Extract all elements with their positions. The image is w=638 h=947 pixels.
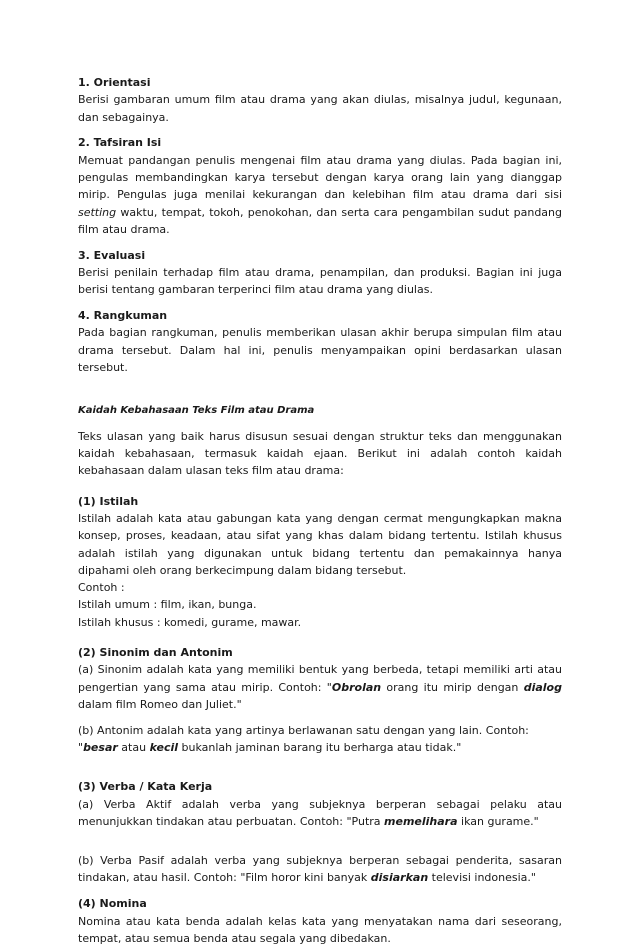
antonim-text-post: bukanlah jaminan barang itu berharga atau tidak." [178, 741, 462, 754]
verba-heading: (3) Verba / Kata Kerja [78, 780, 213, 794]
verba-pasif-text-2: televisi indonesia." [428, 871, 536, 885]
tafsiran-text-1: Memuat pandangan penulis mengenai film atau drama yang diulas. Pada bagian ini, pengulas membandingkan karya tersebut dengan karya orang lain yang dianggap mirip. Pengulas juga menilai kekurangan dan kelebihan film atau drama dari sisi [78, 153, 562, 202]
antonim-word-besar: besar [83, 741, 118, 754]
istilah-contoh: Contoh : [78, 581, 125, 595]
verba-pasif-text-1: (b) Verba Pasif adalah verba yang subjeknya berperan sebagai penderita, sasaran tindakan, atau hasil. Contoh: "Film horor kini banyak [78, 854, 562, 885]
istilah-heading: (1) Istilah [78, 494, 139, 508]
document-page [78, 74, 562, 947]
verba-word-memelihara: memelihara [384, 814, 458, 828]
section-heading-tafsiran-isi: 2. Tafsiran Isi [78, 136, 162, 150]
verba-word-disiarkan: disiarkan [370, 871, 429, 885]
sinonim-text-1: (a) Sinonim adalah kata yang memiliki bentuk yang berbeda, tetapi memiliki arti atau pengertian yang sama atau mirip. Contoh: " [78, 663, 562, 694]
verba-pasif [78, 852, 562, 887]
nomina-body: Nomina atau kata benda adalah kelas kata yang menyatakan nama dari seseorang, tempat, atau semua benda atau segala yang dibedakan. [78, 914, 562, 945]
sinonim-word-obrolan: Obrolan [331, 680, 382, 694]
section-heading-rangkuman: 4. Rangkuman [78, 309, 168, 323]
verba-aktif [78, 796, 562, 831]
antonim-line-2 [78, 739, 562, 756]
verba-aktif-text-1: (a) Verba Aktif adalah verba yang subjeknya berperan sebagai pelaku atau menunjukkan tindakan atau perbuatan. Contoh: "Putra [78, 797, 562, 828]
kaidah-intro: Teks ulasan yang baik harus disusun sesuai dengan struktur teks dan menggunakan kaidah kebahasaan, termasuk kaidah ejaan. Berikut ini adalah contoh kaidah kebahasaan dalam ulasan teks film atau drama: [78, 429, 562, 478]
antonim-quote: " [78, 741, 84, 754]
section-heading-orientasi: 1. Orientasi [78, 76, 151, 89]
istilah-khusus: Istilah khusus : komedi, gurame, mawar. [78, 615, 302, 629]
tafsiran-italic-word: setting [78, 205, 117, 219]
section-body-evaluasi: Berisi penilain terhadap film atau drama, penampilan, dan produksi. Bagian ini juga berisi tentang gambaran terperinci film atau drama yang diulas. [78, 265, 562, 297]
section-body-orientasi: Berisi gambaran umum film atau drama yang akan diulas, misalnya judul, kegunaan, dan sebagainya. [78, 93, 562, 124]
antonim-text-mid: atau [117, 741, 150, 754]
nomina-heading: (4) Nomina [78, 897, 147, 911]
istilah-body: Istilah adalah kata atau gabungan kata yang dengan cermat mengungkapkan makna konsep, proses, keadaan, atau sifat yang khas dalam bidang tertentu. Istilah khusus adalah istilah yang digunakan untuk bidang tertentu dan pemakainnya hanya dipahami oleh orang berkecimpung dalam bidang tersebut. [78, 511, 562, 577]
istilah-umum: Istilah umum : film, ikan, bunga. [78, 598, 257, 612]
section-body-tafsiran-isi [78, 152, 562, 238]
sinonim-body [78, 661, 562, 713]
section-body-rangkuman: Pada bagian rangkuman, penulis memberikan ulasan akhir berupa simpulan film atau drama tersebut. Dalam hal ini, penulis menyampaikan opini berdasarkan ulasan tersebut. [78, 326, 562, 374]
sinonim-text-3: dalam film Romeo dan Juliet." [78, 697, 242, 711]
antonim-word-kecil: kecil [149, 741, 179, 754]
kaidah-title: Kaidah Kebahasaan Teks Film atau Drama [78, 405, 315, 417]
section-heading-evaluasi: 3. Evaluasi [78, 248, 146, 262]
tafsiran-text-2: waktu, tempat, tokoh, penokohan, dan serta cara pengambilan sudut pandang film atau drama. [78, 205, 562, 236]
sinonim-heading: (2) Sinonim dan Antonim [78, 646, 233, 660]
verba-aktif-text-2: ikan gurame." [457, 814, 539, 828]
antonim-line-1: (b) Antonim adalah kata yang artinya berlawanan satu dengan yang lain. Contoh: [78, 723, 529, 737]
sinonim-text-2: orang itu mirip dengan [381, 680, 524, 694]
sinonim-word-dialog: dialog [523, 680, 562, 694]
